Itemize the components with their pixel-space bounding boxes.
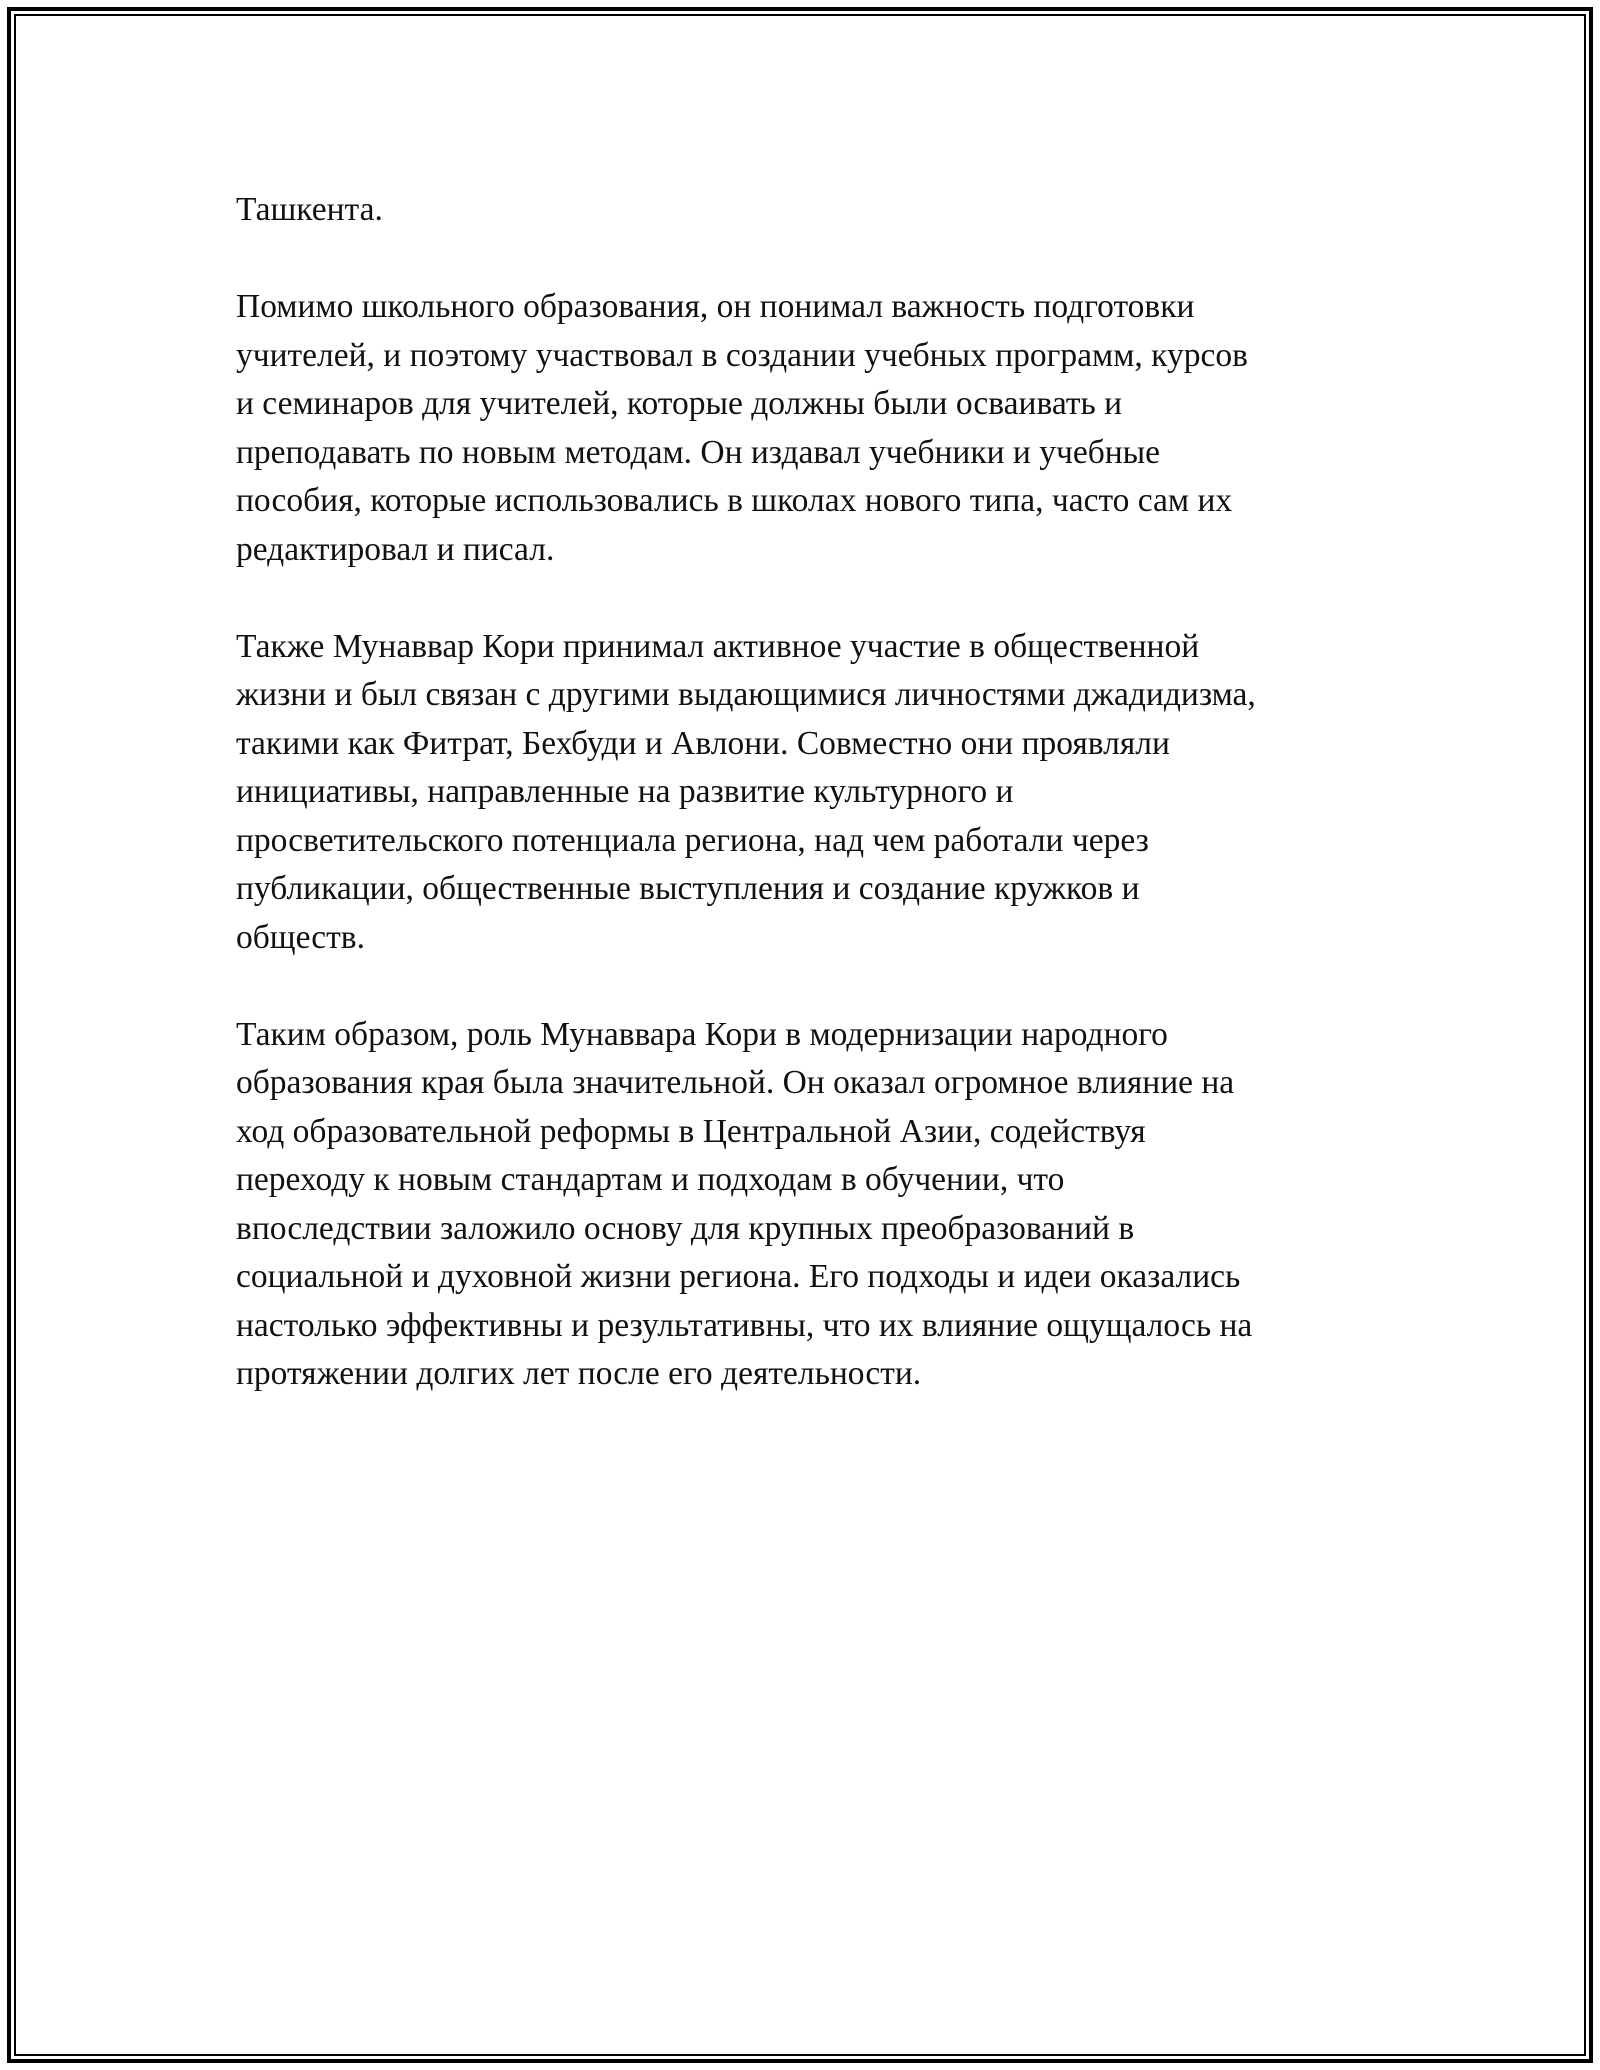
text-line: обществ. bbox=[236, 918, 365, 956]
document-body bbox=[236, 186, 1366, 1447]
text-line: переходу к новым стандартам и подходам в обучении, что bbox=[236, 1161, 1065, 1198]
text-line: Ташкента. bbox=[236, 191, 383, 228]
paragraph bbox=[236, 1011, 1366, 1399]
text-line: пособия, которые использовались в школах нового типа, часто сам их bbox=[236, 482, 1233, 519]
text-line: редактировал и писал. bbox=[236, 530, 555, 568]
text-line: и семинаров для учителей, которые должны были осваивать и bbox=[236, 385, 1123, 422]
text-line: Помимо школьного образования, он понимал важность подготовки bbox=[236, 288, 1195, 325]
text-line: преподавать по новым методам. Он издавал учебники и учебные bbox=[236, 433, 1161, 471]
text-line: Также Мунаввар Кори принимал активное участие в общественной bbox=[236, 627, 1200, 665]
text-line: инициативы, направленные на развитие культурного и bbox=[236, 773, 1014, 810]
text-line: ход образовательной реформы в Центральной Азии, содействуя bbox=[236, 1112, 1146, 1150]
text-line: жизни и был связан с другими выдающимися личностями джадидизма, bbox=[236, 676, 1256, 713]
paragraph bbox=[236, 623, 1366, 963]
text-line: впоследствии заложило основу для крупных преобразований в bbox=[236, 1209, 1135, 1247]
text-line: социальной и духовной жизни региона. Его подходы и идеи оказались bbox=[236, 1258, 1241, 1295]
text-line: публикации, общественные выступления и создание кружков и bbox=[236, 870, 1140, 907]
paragraph bbox=[236, 283, 1366, 574]
text-line: учителей, и поэтому участвовал в создании учебных программ, курсов bbox=[236, 336, 1248, 374]
text-line: образования края была значительной. Он оказал огромное влияние на bbox=[236, 1064, 1235, 1101]
text-line: просветительского потенциала региона, над чем работали через bbox=[236, 821, 1149, 859]
text-line: Таким образом, роль Мунаввара Кори в модернизации народного bbox=[236, 1015, 1168, 1053]
text-line: такими как Фитрат, Бехбуди и Авлони. Совместно они проявляли bbox=[236, 724, 1170, 762]
text-line: протяжении долгих лет после его деятельности. bbox=[236, 1355, 922, 1392]
paragraph bbox=[236, 186, 1366, 235]
text-line: настолько эффективны и результативны, что их влияние ощущалось на bbox=[236, 1306, 1253, 1344]
